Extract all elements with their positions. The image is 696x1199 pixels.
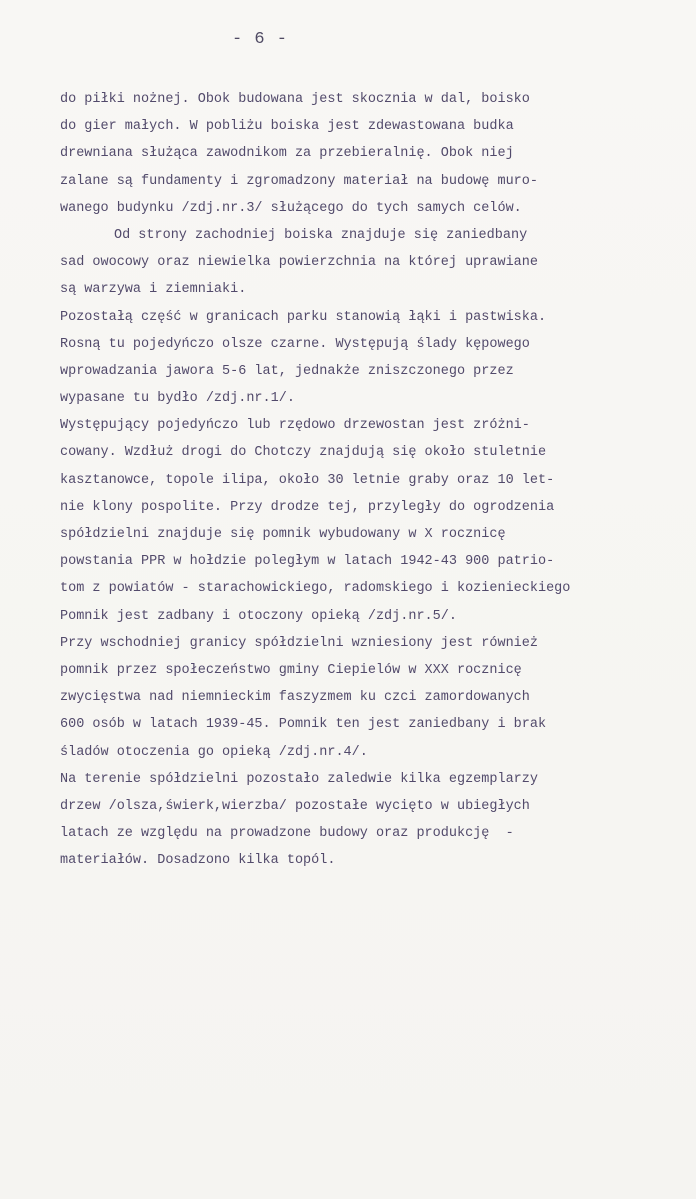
text-line: do piłki nożnej. Obok budowana jest skocznia w dal, boisko xyxy=(60,92,530,107)
text-line: tom z powiatów - starachowickiego, radomskiego i kozienieckiego xyxy=(60,581,571,597)
text-line: Pozostałą część w granicach parku stanowią łąki i pastwiska. xyxy=(60,309,547,325)
text-line: są warzywa i ziemniaki. xyxy=(60,282,247,298)
text-line: śladów otoczenia go opieką /zdj.nr.4/. xyxy=(60,744,368,760)
text-line: pomnik przez społeczeństwo gminy Ciepielów w XXX rocznicę xyxy=(60,662,522,678)
text-line: Pomnik jest zadbany i otoczony opieką /zdj.nr.5/. xyxy=(60,608,457,624)
text-line: latach ze względu na prowadzone budowy oraz produkcję - xyxy=(60,826,514,842)
text-line: Od strony zachodniej boiska znajduje się zaniedbany xyxy=(114,227,528,243)
text-line: zalane są fundamenty i zgromadzony materiał na budowę muro- xyxy=(60,173,538,189)
text-line: cowany. Wzdłuż drogi do Chotczy znajdują się około stuletnie xyxy=(60,445,547,461)
text-line: Przy wschodniej granicy spółdzielni wzniesiony jest również xyxy=(60,635,538,651)
text-line: drewniana służąca zawodnikom za przebieralnię. Obok niej xyxy=(60,146,514,162)
text-line: materiałów. Dosadzono kilka topól. xyxy=(60,853,336,869)
page-number: - 6 - xyxy=(231,30,288,49)
document-body xyxy=(60,86,696,874)
text-line: nie klony pospolite. Przy drodze tej, przyległy do ogrodzenia xyxy=(60,499,555,515)
text-line: wprowadzania jawora 5-6 lat, jednakże zniszczonego przez xyxy=(60,363,514,379)
text-line: Rosną tu pojedyńczo olsze czarne. Występują ślady kępowego xyxy=(60,336,530,352)
text-line: do gier małych. W pobliżu boiska jest zdewastowana budka xyxy=(60,119,514,135)
text-line: sad owocowy oraz niewielka powierzchnia na której uprawiane xyxy=(60,255,538,271)
text-line: wanego budynku /zdj.nr.3/ służącego do tych samych celów. xyxy=(60,200,522,216)
text-line: powstania PPR w hołdzie poległym w latach 1942-43 900 patrio- xyxy=(60,554,555,570)
text-line: kasztanowce, topole ilipa, około 30 letnie graby oraz 10 let- xyxy=(60,472,555,488)
text-line: 600 osób w latach 1939-45. Pomnik ten jest zaniedbany i brak xyxy=(60,717,547,733)
text-line: Na terenie spółdzielni pozostało zaledwie kilka egzemplarzy xyxy=(60,771,538,787)
text-line: spółdzielni znajduje się pomnik wybudowany w X rocznicę xyxy=(60,527,506,542)
text-line: drzew /olsza,świerk,wierzba/ pozostałe wycięto w ubiegłych xyxy=(60,798,530,814)
text-line: zwycięstwa nad niemnieckim faszyzmem ku czci zamordowanych xyxy=(60,690,530,706)
text-line: Występujący pojedyńczo lub rzędowo drzewostan jest zróżni- xyxy=(60,418,530,434)
text-line: wypasane tu bydło /zdj.nr.1/. xyxy=(60,391,295,407)
